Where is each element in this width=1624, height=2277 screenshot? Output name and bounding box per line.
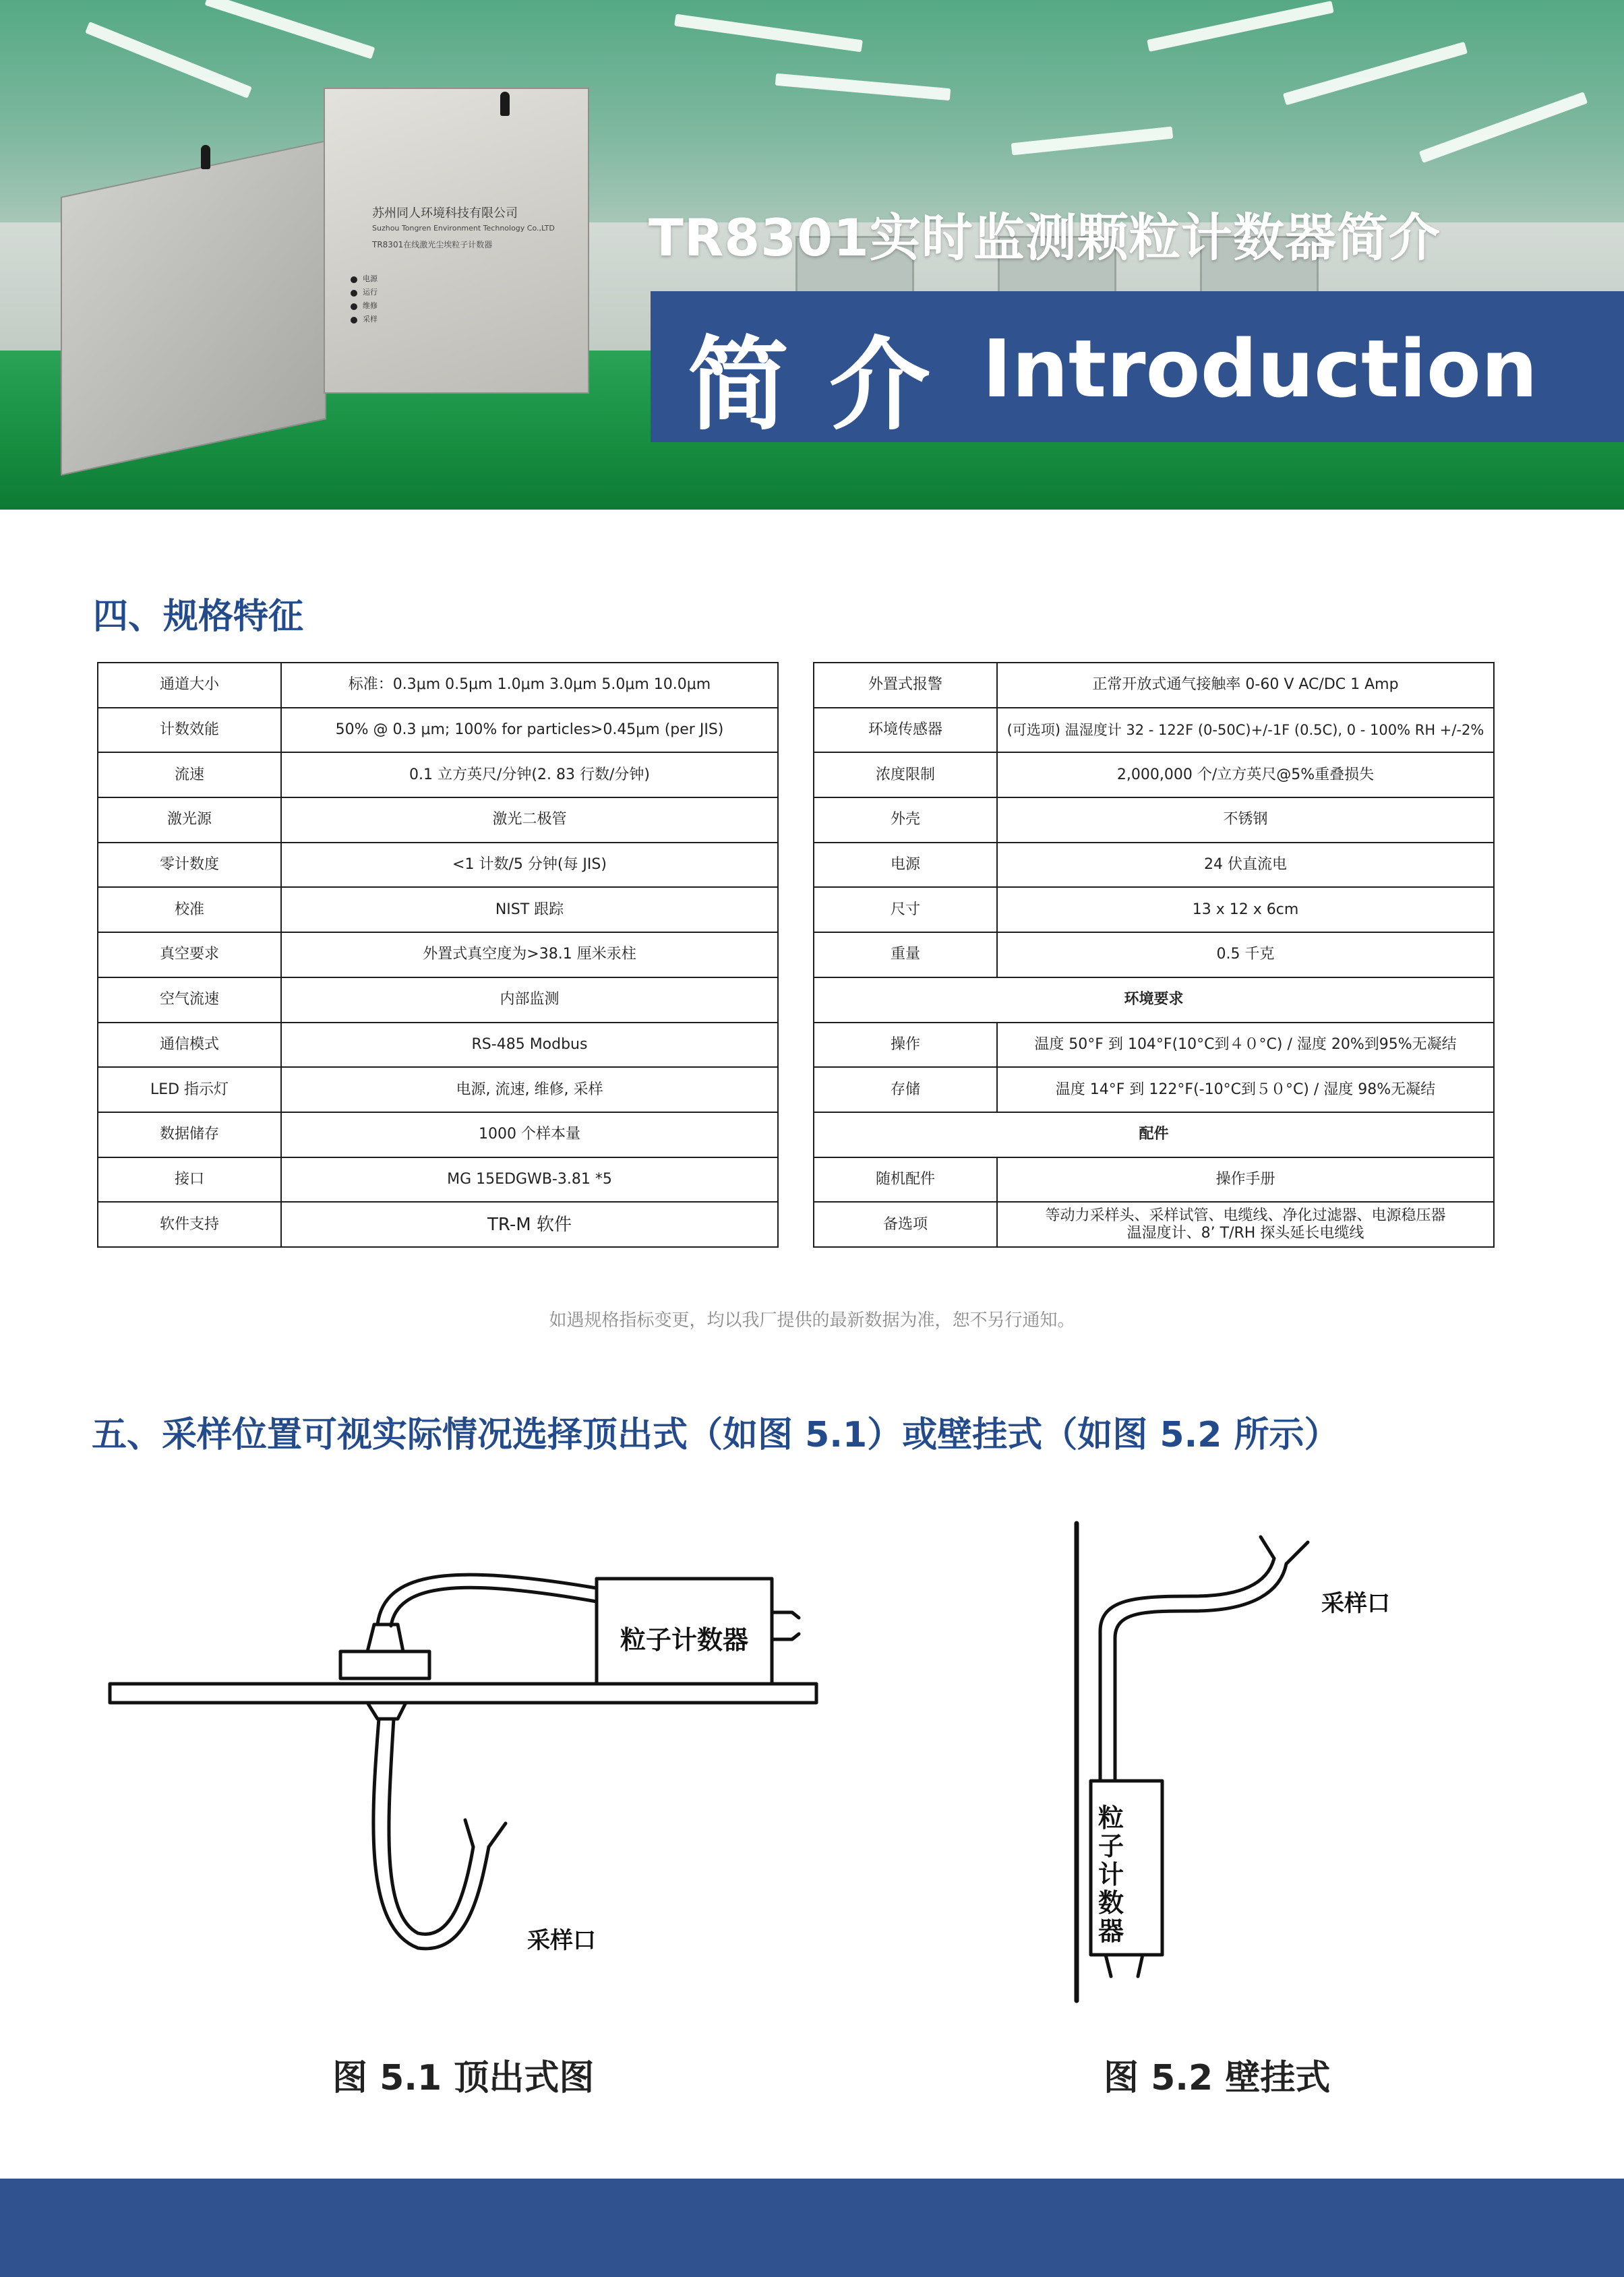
spec-value: 50% @ 0.3 μm; 100% for particles>0.45μm (per JIS) bbox=[281, 708, 778, 753]
table-row bbox=[814, 1067, 1494, 1112]
spec-value: 13 x 12 x 6cm bbox=[997, 887, 1494, 932]
device-knob bbox=[201, 145, 210, 169]
device-side-face bbox=[324, 88, 589, 394]
table-row bbox=[98, 1112, 778, 1157]
intro-title-en: Introduction bbox=[982, 322, 1538, 415]
spec-value: 0.5 千克 bbox=[997, 932, 1494, 977]
table-group-header-env: 环境要求 bbox=[814, 977, 1494, 1023]
spec-label: 备选项 bbox=[814, 1202, 997, 1247]
spec-label: 环境传感器 bbox=[814, 708, 997, 753]
led-dot bbox=[351, 317, 357, 324]
spec-value: 1000 个样本量 bbox=[281, 1112, 778, 1157]
fig2-device-char: 数 bbox=[1097, 1888, 1124, 1918]
spec-label: 通信模式 bbox=[98, 1023, 281, 1068]
led-label: 维修 bbox=[363, 301, 378, 310]
spec-value: 内部监测 bbox=[281, 977, 778, 1023]
spec-value: TR-M 软件 bbox=[281, 1202, 778, 1247]
table-row bbox=[98, 1157, 778, 1203]
table-row bbox=[98, 1202, 778, 1247]
spec-label: 流速 bbox=[98, 752, 281, 797]
led-dot bbox=[351, 276, 357, 283]
spec-table-right bbox=[813, 662, 1495, 1248]
spec-value: 0.1 立方英尺/分钟(2. 83 行数/分钟) bbox=[281, 752, 778, 797]
spec-value: 标准：0.3μm 0.5μm 1.0μm 3.0μm 5.0μm 10.0μm bbox=[281, 663, 778, 708]
table-row bbox=[98, 932, 778, 977]
figure-wall-mount-diagram bbox=[1038, 1517, 1416, 2009]
spec-value bbox=[997, 1202, 1494, 1247]
table-row bbox=[814, 977, 1494, 1023]
spec-value: 24 伏直流电 bbox=[997, 843, 1494, 888]
table-row bbox=[98, 887, 778, 932]
spec-label: 通道大小 bbox=[98, 663, 281, 708]
table-row bbox=[98, 1067, 778, 1112]
device-model: TR8301在线激光尘埃粒子计数器 bbox=[372, 240, 493, 249]
table-row bbox=[814, 932, 1494, 977]
fig1-device-label: 粒子计数器 bbox=[620, 1625, 749, 1655]
table-row bbox=[98, 752, 778, 797]
table-row bbox=[98, 708, 778, 753]
table-row bbox=[98, 663, 778, 708]
spec-value-line: 温湿度计、8’ T/RH 探头延长电缆线 bbox=[1126, 1224, 1364, 1242]
fig2-device-label bbox=[1098, 1803, 1124, 1946]
pipe-flange bbox=[340, 1651, 429, 1678]
spec-label: 外壳 bbox=[814, 797, 997, 843]
fig2-port-label: 采样口 bbox=[1321, 1590, 1390, 1617]
spec-label: 随机配件 bbox=[814, 1157, 997, 1203]
tube-top-inner bbox=[391, 1587, 597, 1626]
spec-label: 浓度限制 bbox=[814, 752, 997, 797]
spec-value: 电源, 流速, 维修, 采样 bbox=[281, 1067, 778, 1112]
led-label: 运行 bbox=[363, 288, 378, 297]
spec-label: 计数效能 bbox=[98, 708, 281, 753]
counter-exhaust bbox=[772, 1612, 799, 1639]
page-title: TR8301实时监测颗粒计数器简介 bbox=[649, 208, 1441, 268]
table-row bbox=[814, 1157, 1494, 1203]
fig2-device-char: 计 bbox=[1097, 1860, 1124, 1889]
spec-value: NIST 跟踪 bbox=[281, 887, 778, 932]
spec-value: 2,000,000 个/立方英尺@5%重叠损失 bbox=[997, 752, 1494, 797]
spec-label: 外置式报警 bbox=[814, 663, 997, 708]
spec-table-left bbox=[97, 662, 779, 1248]
led-dot bbox=[351, 303, 357, 310]
table-row bbox=[814, 887, 1494, 932]
spec-value: 温度 14°F 到 122°F(-10°C到５０°C) / 湿度 98%无凝结 bbox=[997, 1067, 1494, 1112]
spec-label: 重量 bbox=[814, 932, 997, 977]
spec-value: RS-485 Modbus bbox=[281, 1023, 778, 1068]
table-row bbox=[814, 797, 1494, 843]
spec-label: 真空要求 bbox=[98, 932, 281, 977]
spec-value: (可选项) 温湿度计 32 - 122F (0-50C)+/-1F (0.5C), 0 - 100% RH +/-2% bbox=[997, 708, 1494, 753]
footer-band bbox=[0, 2179, 1624, 2277]
table-row bbox=[98, 1023, 778, 1068]
spec-value: 温度 50°F 到 104°F(10°C到４０°C) / 湿度 20%到95%无凝结 bbox=[997, 1023, 1494, 1068]
figure-top-mount-diagram bbox=[101, 1550, 836, 1995]
intro-title-cn: 简介 bbox=[688, 327, 971, 444]
spec-label: 接口 bbox=[98, 1157, 281, 1203]
device-company-cn: 苏州同人环境科技有限公司 bbox=[372, 206, 518, 220]
spec-label: 零计数度 bbox=[98, 843, 281, 888]
spec-value: 不锈钢 bbox=[997, 797, 1494, 843]
table-row bbox=[98, 797, 778, 843]
spec-value: 正常开放式通气接触率 0-60 V AC/DC 1 Amp bbox=[997, 663, 1494, 708]
pipe-flange-bottom bbox=[367, 1703, 406, 1719]
device-knob bbox=[500, 92, 510, 116]
section-heading-sampling: 五、采样位置可视实际情况选择顶出式（如图 5.1）或壁挂式（如图 5.2 所示） bbox=[92, 1415, 1340, 1455]
spec-label: 存储 bbox=[814, 1067, 997, 1112]
figure-caption-5-1: 图 5.1 顶出式图 bbox=[332, 2058, 595, 2098]
table-row bbox=[814, 752, 1494, 797]
spec-label: 校准 bbox=[98, 887, 281, 932]
spec-label: 电源 bbox=[814, 843, 997, 888]
spec-value: 操作手册 bbox=[997, 1157, 1494, 1203]
spec-change-note: 如遇规格指标变更，均以我厂提供的最新数据为准，恕不另行通知。 bbox=[549, 1310, 1075, 1331]
table-row bbox=[814, 843, 1494, 888]
spec-label: 尺寸 bbox=[814, 887, 997, 932]
led-label: 电源 bbox=[363, 274, 378, 283]
table-row bbox=[98, 843, 778, 888]
tube-outer bbox=[1100, 1558, 1274, 1781]
spec-label: LED 指示灯 bbox=[98, 1067, 281, 1112]
device-company-en: Suzhou Tongren Environment Technology Co.,LTD bbox=[372, 224, 555, 233]
spec-label: 激光源 bbox=[98, 797, 281, 843]
fig2-device-char: 器 bbox=[1097, 1916, 1124, 1946]
fig1-port-label: 采样口 bbox=[527, 1927, 596, 1954]
table-row bbox=[814, 1202, 1494, 1247]
counter-exhaust bbox=[1106, 1955, 1143, 1976]
table-group-header-accessories: 配件 bbox=[814, 1112, 1494, 1157]
fig2-device-char: 粒 bbox=[1097, 1803, 1124, 1833]
hero-banner bbox=[0, 0, 1624, 510]
table-row bbox=[814, 1023, 1494, 1068]
spec-label: 数据储存 bbox=[98, 1112, 281, 1157]
table-row bbox=[814, 1112, 1494, 1157]
led-dot bbox=[351, 290, 357, 297]
spec-value: <1 计数/5 分钟(每 JIS) bbox=[281, 843, 778, 888]
led-label: 采样 bbox=[363, 315, 378, 324]
spec-value: 激光二极管 bbox=[281, 797, 778, 843]
table-row bbox=[814, 708, 1494, 753]
sampling-funnel bbox=[1261, 1537, 1308, 1564]
sampling-funnel bbox=[465, 1820, 506, 1847]
pipe-flange-top bbox=[367, 1625, 403, 1651]
table-row bbox=[814, 663, 1494, 708]
spec-label: 软件支持 bbox=[98, 1202, 281, 1247]
section-heading-specs: 四、规格特征 bbox=[93, 597, 304, 637]
device-led-labels bbox=[363, 272, 378, 326]
spec-label: 空气流速 bbox=[98, 977, 281, 1023]
table-row bbox=[98, 977, 778, 1023]
intro-band bbox=[651, 291, 1624, 442]
spec-label: 操作 bbox=[814, 1023, 997, 1068]
spec-value: 外置式真空度为>38.1 厘米汞柱 bbox=[281, 932, 778, 977]
tube-down-inner bbox=[389, 1719, 473, 1934]
device-front-face bbox=[61, 140, 326, 476]
fig2-device-char: 子 bbox=[1097, 1831, 1124, 1861]
ceiling-plate bbox=[110, 1684, 816, 1703]
spec-value-line: 等动力采样头、采样试管、电缆线、净化过滤器、电源稳压器 bbox=[1045, 1207, 1446, 1224]
particle-counter-photo bbox=[54, 81, 607, 458]
spec-value: MG 15EDGWB-3.81 *5 bbox=[281, 1157, 778, 1203]
figure-caption-5-2: 图 5.2 壁挂式 bbox=[1104, 2058, 1331, 2098]
